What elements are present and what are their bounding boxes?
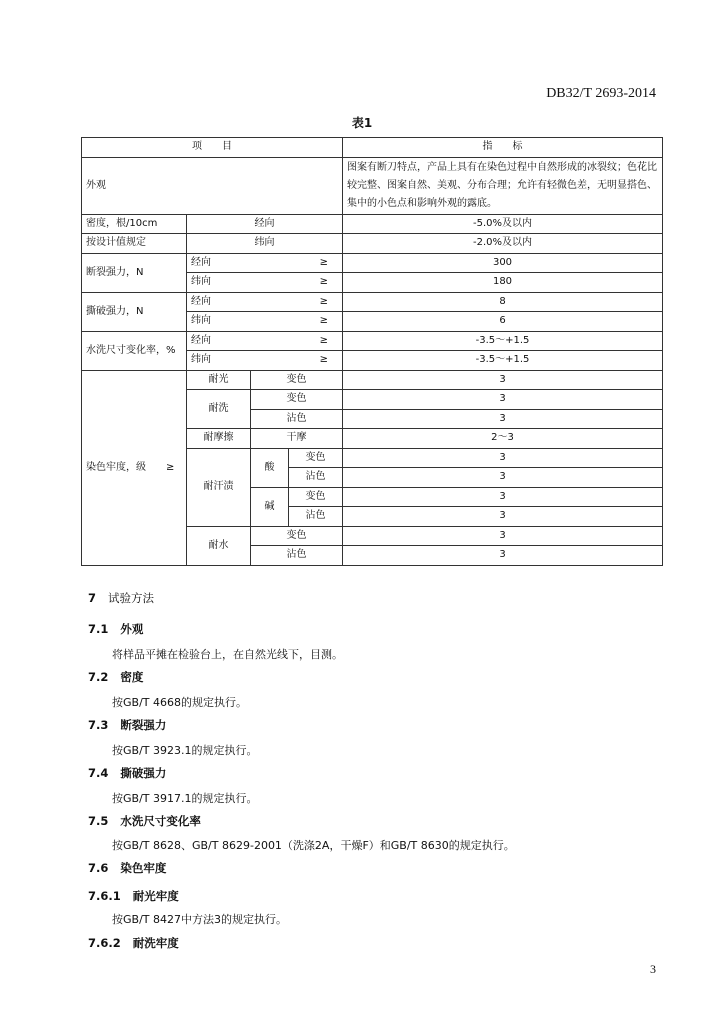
section-7-1-text: 将样品平摊在检验台上，在自然光线下，目测。 bbox=[112, 648, 343, 661]
acid-change: 变色 bbox=[289, 448, 343, 468]
tearing-warp-value: 8 bbox=[343, 292, 663, 312]
tearing-label: 撕破强力，N bbox=[82, 292, 187, 331]
table-header-row bbox=[82, 138, 663, 158]
document-code: DB32/T 2693-2014 bbox=[546, 86, 656, 101]
section-7-6-1-heading: 7.6.1 耐光牢度 bbox=[88, 889, 179, 903]
ge-symbol: ≥ bbox=[319, 295, 328, 307]
wash-label: 耐洗 bbox=[187, 390, 251, 429]
table-title: 表1 bbox=[351, 116, 373, 130]
section-7-5-heading: 7.5 水洗尺寸变化率 bbox=[88, 814, 201, 828]
section-7-3-text: 按GB/T 3923.1的规定执行。 bbox=[112, 744, 258, 757]
section-7-3-heading: 7.3 断裂强力 bbox=[88, 718, 167, 732]
alkali-stain: 沾色 bbox=[289, 507, 343, 527]
table-row bbox=[82, 331, 663, 351]
water-label: 耐水 bbox=[187, 526, 251, 565]
density-warp-value: -5.0%及以内 bbox=[343, 214, 663, 234]
appearance-label: 外观 bbox=[82, 157, 343, 214]
shrink-label: 水洗尺寸变化率，% bbox=[82, 331, 187, 370]
acid-change-value: 3 bbox=[343, 448, 663, 468]
breaking-warp-value: 300 bbox=[343, 253, 663, 273]
fastness-label: 染色牢度，级 ≥ bbox=[82, 370, 187, 565]
alkali-change: 变色 bbox=[289, 487, 343, 507]
section-7-4-heading: 7.4 撕破强力 bbox=[88, 766, 167, 780]
water-change-value: 3 bbox=[343, 526, 663, 546]
alkali-stain-value: 3 bbox=[343, 507, 663, 527]
wash-change: 变色 bbox=[251, 390, 343, 410]
ge-symbol: ≥ bbox=[319, 354, 328, 366]
ge-symbol: ≥ bbox=[319, 276, 328, 288]
breaking-weft bbox=[187, 273, 343, 293]
tearing-warp-label: 经向 bbox=[191, 295, 211, 307]
section-7-6-heading: 7.6 染色牢度 bbox=[88, 861, 167, 875]
wash-change-value: 3 bbox=[343, 390, 663, 410]
tearing-warp bbox=[187, 292, 343, 312]
section-7-heading: 7 试验方法 bbox=[88, 591, 155, 605]
header-index: 指 标 bbox=[343, 138, 663, 158]
tearing-weft bbox=[187, 312, 343, 332]
ge-symbol: ≥ bbox=[319, 334, 328, 346]
tearing-weft-value: 6 bbox=[343, 312, 663, 332]
density-warp: 经向 bbox=[187, 214, 343, 234]
shrink-warp bbox=[187, 331, 343, 351]
alkali-label: 碱 bbox=[251, 487, 289, 526]
density-label: 密度，根/10cm bbox=[82, 214, 187, 234]
acid-stain: 沾色 bbox=[289, 468, 343, 488]
header-item: 项 目 bbox=[82, 138, 343, 158]
wash-stain-value: 3 bbox=[343, 409, 663, 429]
table-row bbox=[82, 292, 663, 312]
water-stain-value: 3 bbox=[343, 546, 663, 566]
ge-symbol: ≥ bbox=[319, 256, 328, 268]
breaking-label: 断裂强力，N bbox=[82, 253, 187, 292]
density-note: 按设计值规定 bbox=[82, 234, 187, 254]
acid-label: 酸 bbox=[251, 448, 289, 487]
table-row bbox=[82, 214, 663, 234]
alkali-change-value: 3 bbox=[343, 487, 663, 507]
appearance-value: 图案有断刀特点，产品上具有在染色过程中自然形成的冰裂纹；色花比较完整、图案自然、美观、分布合理；允许有轻微色差，无明显搭色、集中的小色点和影响外观的露底。 bbox=[343, 157, 663, 214]
section-7-2-heading: 7.2 密度 bbox=[88, 670, 144, 684]
table-row bbox=[82, 253, 663, 273]
table-row bbox=[82, 234, 663, 254]
breaking-warp bbox=[187, 253, 343, 273]
rub-dry: 干摩 bbox=[251, 429, 343, 449]
spec-table bbox=[81, 137, 663, 566]
density-weft: 纬向 bbox=[187, 234, 343, 254]
breaking-warp-label: 经向 bbox=[191, 256, 211, 268]
section-7-4-text: 按GB/T 3917.1的规定执行。 bbox=[112, 792, 258, 805]
shrink-warp-label: 经向 bbox=[191, 334, 211, 346]
light-label: 耐光 bbox=[187, 370, 251, 390]
acid-stain-value: 3 bbox=[343, 468, 663, 488]
table-row bbox=[82, 370, 663, 390]
section-7-2-text: 按GB/T 4668的规定执行。 bbox=[112, 696, 247, 709]
shrink-warp-value: -3.5～+1.5 bbox=[343, 331, 663, 351]
breaking-weft-label: 纬向 bbox=[191, 276, 211, 288]
section-7-6-2-heading: 7.6.2 耐洗牢度 bbox=[88, 936, 179, 950]
rub-dry-value: 2～3 bbox=[343, 429, 663, 449]
wash-stain: 沾色 bbox=[251, 409, 343, 429]
light-change: 变色 bbox=[251, 370, 343, 390]
shrink-weft-value: -3.5～+1.5 bbox=[343, 351, 663, 371]
section-7-5-text: 按GB/T 8628、GB/T 8629-2001（洗涤2A，干燥F）和GB/T 8630的规定执行。 bbox=[112, 839, 515, 852]
shrink-weft-label: 纬向 bbox=[191, 354, 211, 366]
light-change-value: 3 bbox=[343, 370, 663, 390]
breaking-weft-value: 180 bbox=[343, 273, 663, 293]
table-row bbox=[82, 157, 663, 214]
water-change: 变色 bbox=[251, 526, 343, 546]
section-7-1-heading: 7.1 外观 bbox=[88, 622, 144, 636]
shrink-weft bbox=[187, 351, 343, 371]
ge-symbol: ≥ bbox=[319, 315, 328, 327]
density-weft-value: -2.0%及以内 bbox=[343, 234, 663, 254]
page-number: 3 bbox=[650, 962, 656, 976]
water-stain: 沾色 bbox=[251, 546, 343, 566]
rub-label: 耐摩擦 bbox=[187, 429, 251, 449]
tearing-weft-label: 纬向 bbox=[191, 315, 211, 327]
sweat-label: 耐汗渍 bbox=[187, 448, 251, 526]
section-7-6-1-text: 按GB/T 8427中方法3的规定执行。 bbox=[112, 913, 287, 926]
